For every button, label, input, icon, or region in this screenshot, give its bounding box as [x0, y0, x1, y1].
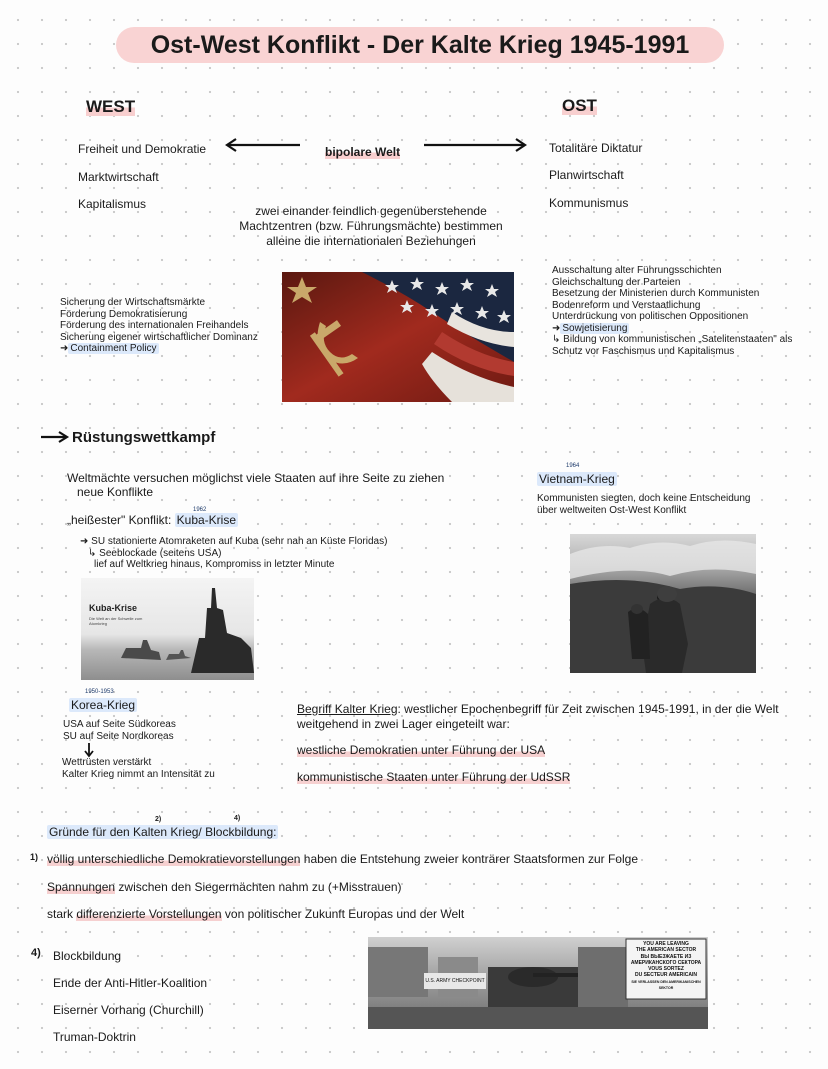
arrow-down-right-icon: ↳: [552, 334, 561, 345]
camp-ost: kommunistische Staaten unter Führung der UdSSR: [297, 770, 571, 784]
ost-item: Kommunismus: [549, 196, 629, 210]
arrow-right-icon: ➜: [80, 536, 89, 547]
grund-1: völlig unterschiedliche Demokratievorstellungen haben die Entstehung zweier konträrer Staatsformen zur Folge: [47, 852, 638, 866]
kuba-year: 1962: [193, 507, 207, 513]
list-item: Ende der Anti-Hitler-Koalition: [53, 976, 208, 990]
korea-year: 1950-1953: [85, 689, 114, 695]
list-item: Truman-Doktrin: [53, 1030, 136, 1044]
kuba-image: Kuba-Krise Die Welt an der Schwelle zum Atomkrieg: [81, 578, 254, 680]
sowjetisierung: Sowjetisierung: [562, 322, 628, 334]
vietnam-year: 1964: [566, 463, 580, 469]
bipolar-description: zwei einander feindlich gegenüberstehende Machtzentren (bzw. Führungsmächte) bestimmen alleine die internationalen Beziehungen: [239, 204, 503, 248]
vietnam-heading: Vietnam-Krieg: [539, 472, 615, 486]
footnote-mark: 2): [155, 816, 162, 823]
west-item: Freiheit und Demokratie: [78, 142, 207, 156]
vietnam-text: Kommunisten siegten, doch keine Entscheidung über weltweiten Ost-West Konflikt: [537, 493, 751, 516]
arrow-down-right-icon: ↳: [88, 547, 97, 559]
grund-3: stark differenzierte Vorstellungen von politischer Zukunft Europas und der Welt: [47, 907, 465, 921]
bipolar-label: bipolare Welt: [325, 145, 401, 159]
checkpoint-image: U.S. ARMY CHECKPOINT YOU ARE LEAVING THE AMERICAN SECTOR ВЫ ВЫЕЗЖАЕТЕ ИЗ АМЕРИКАНСКОГО СЕКТОРА VOUS SORTEZ DU SECTEUR AMERICAIN SIE VERLASSEN DEN AMERIKANISCHEN SEKTOR: [368, 937, 708, 1029]
ost-heading: OST: [562, 96, 597, 115]
kuba-heading: „heißester" Konflikt: Kuba-Krise: [67, 513, 237, 527]
begriff-definition: Begriff Kalter Krieg: westlicher Epochenbegriff für Zeit zwischen 1945-1991, in der die Welt weitgehend in zwei Lager eingeteilt war:: [297, 702, 779, 731]
page-title: Ost-West Konflikt - Der Kalte Krieg 1945-1991: [116, 27, 724, 63]
korea-text: USA auf Seite Südkoreas SU auf Seite Nordkoreas: [63, 719, 176, 742]
ruestung-text: Weltmächte versuchen möglichst viele Staaten auf ihre Seite zu ziehen neue Konflikte: [67, 471, 445, 499]
flags-image: [282, 272, 514, 402]
ost-item: Planwirtschaft: [549, 168, 624, 182]
west-policies: Sicherung der Wirtschaftsmärkte Förderung Demokratisierung Förderung des internationalen Freihandels Sicherung eigener wirtschaftlicher Dominanz ➜ Containment Policy: [60, 297, 258, 354]
footnote-mark: 4): [234, 815, 241, 822]
footnote-mark: 4): [31, 947, 41, 959]
grund-2: Spannungen zwischen den Siegermächten nahm zu (+Misstrauen): [47, 880, 402, 894]
korea-heading: Korea-Krieg: [71, 698, 136, 712]
ost-policies: Ausschaltung alter Führungsschichten Gleichschaltung der Parteien Besetzung der Ministerien durch Kommunisten Bodenreform und Verstaatlichung Unterdrückung von politischen Oppositionen ➜ Sowjetisierung ↳ Bildung von kommunistischen „Satelitenstaaten" als Schutz vor Faschismus und Kapitalismus: [552, 265, 793, 357]
arrow-right-icon: ➜: [60, 343, 69, 354]
containment-policy: Containment Policy: [70, 343, 157, 354]
list-item: Blockbildung: [53, 949, 122, 963]
west-heading: WEST: [86, 97, 136, 116]
kuba-points: ➜ SU stationierte Atomraketen auf Kuba (sehr nah an Küste Floridas) ↳ Seeblockade (seitens USA) lief auf Weltkrieg hinaus, Kompromiss in letzter Minute: [80, 536, 388, 570]
arrow-right-icon: [40, 430, 70, 444]
ruestung-heading: Rüstungswettkampf: [72, 429, 216, 446]
ost-item: Totalitäre Diktatur: [549, 141, 643, 155]
arrow-left-icon: [222, 137, 302, 153]
footnote-mark: 1): [30, 852, 39, 862]
west-item: Kapitalismus: [78, 197, 147, 211]
gruende-heading: Gründe für den Kalten Krieg/ Blockbildung:: [49, 825, 277, 839]
arrow-right-icon: [422, 137, 532, 153]
list-item: Eiserner Vorhang (Churchill): [53, 1003, 204, 1017]
camp-west: westliche Demokratien unter Führung der USA: [297, 743, 546, 757]
korea-consequences: Wettrüsten verstärkt Kalter Krieg nimmt an Intensität zu: [62, 757, 215, 780]
west-item: Marktwirtschaft: [78, 170, 159, 184]
folgen-list: [53, 949, 207, 1057]
vietnam-image: [570, 534, 756, 673]
arrow-right-icon: ➜: [552, 322, 561, 334]
arrow-down-icon: [83, 742, 95, 758]
